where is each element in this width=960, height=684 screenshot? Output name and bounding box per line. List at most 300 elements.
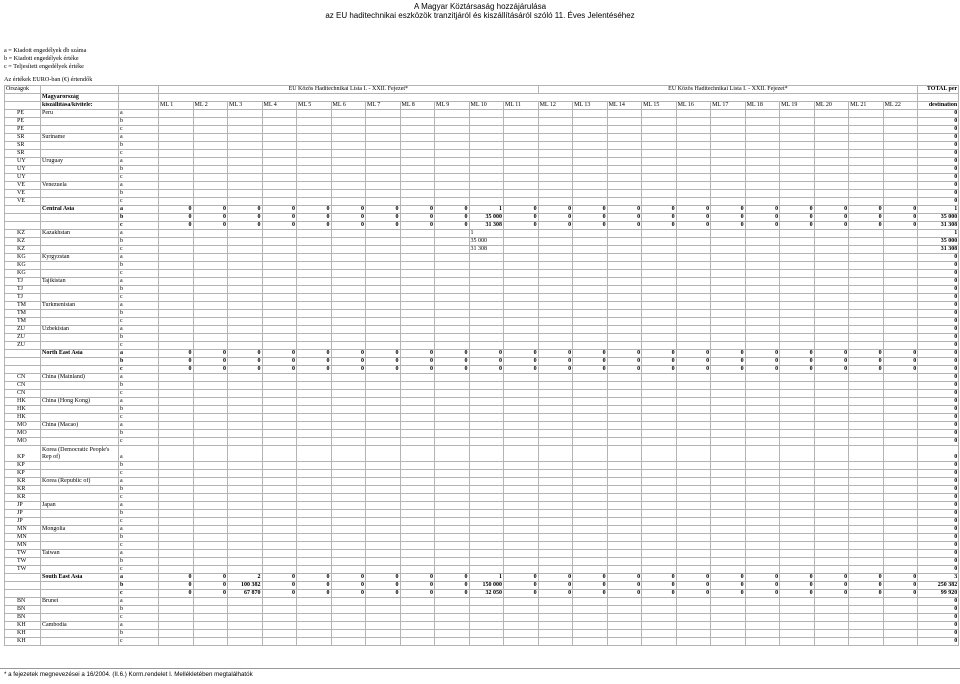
ml-value-cell — [814, 158, 849, 166]
ml-value-cell — [711, 270, 746, 278]
ml-value-cell — [780, 166, 815, 174]
ml-value-cell — [780, 254, 815, 262]
indicator-cell: b — [119, 630, 159, 638]
ml-value-cell — [228, 598, 263, 606]
ml-value-cell — [642, 254, 677, 262]
ml-value-cell — [538, 430, 573, 438]
country-header-2: kiszállítása/kivitele: — [41, 102, 119, 110]
ml-value-cell — [297, 558, 332, 566]
ml-value-cell — [504, 390, 539, 398]
ml-value-cell: 0 — [469, 366, 504, 374]
ml-value-cell — [607, 510, 642, 518]
table-row — [5, 470, 959, 478]
country-code-cell: JP — [5, 518, 41, 526]
ml-value-cell — [297, 198, 332, 206]
table-row — [5, 614, 959, 622]
ml-value-cell — [883, 438, 918, 446]
ml-value-cell — [745, 310, 780, 318]
ml-value-cell — [331, 406, 366, 414]
ml-value-cell — [745, 182, 780, 190]
ml-value-cell — [262, 254, 297, 262]
ml-value-cell — [504, 478, 539, 486]
ml-value-cell — [193, 390, 228, 398]
ml-value-cell — [262, 166, 297, 174]
ml-value-cell — [262, 486, 297, 494]
ml-value-cell — [262, 382, 297, 390]
ml-value-cell — [642, 374, 677, 382]
ml-value-cell — [642, 486, 677, 494]
ml-value-cell — [849, 478, 884, 486]
ml-value-cell — [159, 558, 194, 566]
ml-value-cell — [676, 190, 711, 198]
ml-value-cell — [331, 342, 366, 350]
ml-value-cell — [366, 302, 401, 310]
ml-value-cell — [366, 230, 401, 238]
ml-value-cell — [883, 294, 918, 302]
table-row — [5, 310, 959, 318]
ml-value-cell — [676, 422, 711, 430]
ml-value-cell — [435, 310, 470, 318]
ml-value-cell — [366, 150, 401, 158]
ml-value-cell — [642, 310, 677, 318]
ml-value-cell — [228, 278, 263, 286]
ml-value-cell — [504, 430, 539, 438]
indicator-cell: b — [119, 334, 159, 342]
ml-value-cell — [849, 158, 884, 166]
ml-value-cell — [400, 158, 435, 166]
total-cell: 0 — [918, 486, 959, 494]
ml-value-cell — [607, 174, 642, 182]
ml-value-cell — [469, 414, 504, 422]
ml-value-cell: 0 — [538, 590, 573, 598]
ml-value-cell — [849, 438, 884, 446]
ml-value-cell — [504, 518, 539, 526]
ml-value-cell — [642, 318, 677, 326]
ml-value-cell — [297, 406, 332, 414]
ml-value-cell — [159, 278, 194, 286]
ml-value-cell — [814, 502, 849, 510]
table-row — [5, 462, 959, 470]
ml-value-cell: 0 — [159, 582, 194, 590]
ml-value-cell — [711, 318, 746, 326]
ml-value-cell — [849, 414, 884, 422]
ml-value-cell — [504, 318, 539, 326]
total-cell: 0 — [918, 358, 959, 366]
table-row — [5, 230, 959, 238]
ml-value-cell — [780, 390, 815, 398]
ml-value-cell — [538, 198, 573, 206]
ml-value-cell — [814, 294, 849, 302]
table-row — [5, 302, 959, 310]
ml-value-cell — [228, 430, 263, 438]
ml-value-cell — [642, 334, 677, 342]
ml-value-cell — [228, 182, 263, 190]
ml-value-cell — [573, 134, 608, 142]
ml-value-cell: 0 — [331, 590, 366, 598]
indicator-cell: c — [119, 150, 159, 158]
total-cell: 99 920 — [918, 590, 959, 598]
country-code-cell: VE — [5, 182, 41, 190]
ml-header-5: ML 5 — [297, 102, 332, 110]
ml-value-cell — [366, 166, 401, 174]
ml-value-cell — [435, 558, 470, 566]
ml-value-cell: 0 — [849, 350, 884, 358]
ml-value-cell — [883, 302, 918, 310]
ml-value-cell — [228, 398, 263, 406]
ml-value-cell — [297, 510, 332, 518]
ml-value-cell — [711, 446, 746, 462]
ml-value-cell — [676, 134, 711, 142]
ml-value-cell — [400, 110, 435, 118]
ml-value-cell — [780, 126, 815, 134]
ml-value-cell — [814, 534, 849, 542]
indicator-cell: a — [119, 206, 159, 214]
ml-value-cell — [435, 614, 470, 622]
ml-value-cell — [262, 126, 297, 134]
ml-value-cell — [607, 470, 642, 478]
ml-value-cell — [711, 614, 746, 622]
ml-value-cell — [469, 174, 504, 182]
ml-value-cell — [711, 486, 746, 494]
country-name-cell — [41, 566, 119, 574]
ml-value-cell: 0 — [435, 590, 470, 598]
ml-value-cell — [573, 190, 608, 198]
total-header-1: TOTAL per — [918, 86, 959, 94]
ml-value-cell — [849, 334, 884, 342]
ml-value-cell — [883, 422, 918, 430]
ml-value-cell: 0 — [849, 206, 884, 214]
ml-value-cell — [228, 542, 263, 550]
ml-value-cell — [745, 398, 780, 406]
ml-header-22: ML 22 — [883, 102, 918, 110]
ml-value-cell: 0 — [607, 350, 642, 358]
ml-value-cell — [297, 414, 332, 422]
ml-value-cell — [400, 510, 435, 518]
ml-value-cell — [297, 310, 332, 318]
ml-value-cell: 0 — [883, 206, 918, 214]
ml-value-cell — [676, 550, 711, 558]
ml-value-cell — [366, 614, 401, 622]
ml-value-cell — [814, 518, 849, 526]
ml-value-cell — [159, 254, 194, 262]
ml-value-cell: 0 — [573, 222, 608, 230]
total-cell: 0 — [918, 286, 959, 294]
ml-value-cell — [331, 126, 366, 134]
country-code-cell: SR — [5, 134, 41, 142]
ml-value-cell — [366, 374, 401, 382]
ml-value-cell: 0 — [883, 350, 918, 358]
ml-value-cell — [814, 430, 849, 438]
ml-value-cell — [607, 286, 642, 294]
ml-value-cell — [573, 110, 608, 118]
ml-value-cell — [814, 462, 849, 470]
ml-value-cell — [676, 302, 711, 310]
ml-value-cell — [228, 318, 263, 326]
ml-value-cell — [538, 294, 573, 302]
region-total-row — [5, 366, 959, 374]
ml-value-cell — [642, 270, 677, 278]
ml-value-cell: 0 — [193, 222, 228, 230]
ml-value-cell — [642, 110, 677, 118]
ml-value-cell — [297, 286, 332, 294]
ml-value-cell — [435, 286, 470, 294]
ml-value-cell — [538, 422, 573, 430]
ml-value-cell — [814, 494, 849, 502]
ml-value-cell — [711, 134, 746, 142]
ml-value-cell: 0 — [745, 222, 780, 230]
ml-value-cell — [469, 558, 504, 566]
country-name-cell: South East Asia — [41, 574, 119, 582]
ml-value-cell: 0 — [435, 214, 470, 222]
ml-value-cell: 0 — [262, 222, 297, 230]
ml-value-cell — [228, 414, 263, 422]
ml-value-cell — [366, 318, 401, 326]
ml-value-cell — [504, 190, 539, 198]
ml-value-cell: 0 — [607, 590, 642, 598]
ml-value-cell — [814, 486, 849, 494]
ml-value-cell — [607, 494, 642, 502]
ml-value-cell — [883, 286, 918, 294]
ml-value-cell — [228, 286, 263, 294]
ml-value-cell: 0 — [504, 206, 539, 214]
total-cell: 35 000 — [918, 238, 959, 246]
country-name-cell — [41, 358, 119, 366]
ml-value-cell: 100 382 — [228, 582, 263, 590]
country-name-cell — [41, 142, 119, 150]
ml-value-cell — [331, 518, 366, 526]
ml-value-cell — [814, 230, 849, 238]
ml-value-cell — [400, 494, 435, 502]
ml-value-cell: 0 — [297, 214, 332, 222]
ml-value-cell — [849, 134, 884, 142]
ml-value-cell — [573, 334, 608, 342]
ml-value-cell — [297, 478, 332, 486]
ml-value-cell: 0 — [607, 358, 642, 366]
ml-value-cell — [331, 598, 366, 606]
ml-value-cell: 0 — [297, 366, 332, 374]
legend-b: b = Kiadott engedélyek értéke — [4, 55, 79, 62]
ml-value-cell — [159, 342, 194, 350]
ml-value-cell — [504, 158, 539, 166]
ml-value-cell — [504, 470, 539, 478]
ml-value-cell — [297, 446, 332, 462]
ml-value-cell — [193, 566, 228, 574]
ml-value-cell — [883, 606, 918, 614]
ml-value-cell — [400, 150, 435, 158]
ml-value-cell: 0 — [228, 358, 263, 366]
ml-value-cell — [607, 182, 642, 190]
ml-value-cell — [297, 486, 332, 494]
ml-value-cell — [711, 150, 746, 158]
ml-value-cell — [642, 302, 677, 310]
ml-value-cell: 0 — [193, 366, 228, 374]
total-cell: 0 — [918, 406, 959, 414]
ml-value-cell — [400, 486, 435, 494]
ml-value-cell — [849, 310, 884, 318]
country-name-cell: China (Hong Kong) — [41, 398, 119, 406]
ml-value-cell — [814, 558, 849, 566]
ml-value-cell — [607, 278, 642, 286]
ml-value-cell — [262, 558, 297, 566]
ml-value-cell — [745, 262, 780, 270]
total-cell: 0 — [918, 630, 959, 638]
ml-value-cell — [538, 254, 573, 262]
ml-value-cell — [159, 526, 194, 534]
ml-value-cell — [193, 558, 228, 566]
ml-value-cell — [262, 406, 297, 414]
ml-value-cell: 0 — [193, 590, 228, 598]
ml-value-cell — [331, 494, 366, 502]
ml-value-cell: 0 — [573, 574, 608, 582]
ml-value-cell: 0 — [262, 358, 297, 366]
ml-value-cell — [538, 638, 573, 646]
ml-value-cell — [297, 238, 332, 246]
ml-value-cell — [711, 430, 746, 438]
total-header-2: destination — [918, 102, 959, 110]
ml-value-cell — [228, 342, 263, 350]
ml-value-cell — [814, 406, 849, 414]
ml-value-cell — [469, 534, 504, 542]
ml-value-cell: 0 — [159, 350, 194, 358]
table-row — [5, 294, 959, 302]
ml-value-cell — [849, 198, 884, 206]
ml-value-cell: 0 — [435, 222, 470, 230]
ml-value-cell — [400, 382, 435, 390]
ml-value-cell — [711, 326, 746, 334]
ml-value-cell — [469, 294, 504, 302]
ml-value-cell — [331, 614, 366, 622]
ml-value-cell: 0 — [400, 358, 435, 366]
ml-value-cell — [642, 598, 677, 606]
country-code-cell: SR — [5, 142, 41, 150]
ml-value-cell — [607, 622, 642, 630]
ml-value-cell — [676, 326, 711, 334]
ml-value-cell — [814, 326, 849, 334]
ml-value-cell — [435, 502, 470, 510]
ml-value-cell — [366, 518, 401, 526]
table-row — [5, 382, 959, 390]
ml-value-cell — [573, 342, 608, 350]
ml-value-cell — [607, 502, 642, 510]
ml-value-cell — [573, 318, 608, 326]
ml-value-cell — [297, 302, 332, 310]
ml-value-cell: 0 — [711, 350, 746, 358]
ml-value-cell — [538, 622, 573, 630]
ml-value-cell — [573, 486, 608, 494]
ml-value-cell — [849, 614, 884, 622]
ml-value-cell — [331, 510, 366, 518]
ml-value-cell — [642, 158, 677, 166]
ml-value-cell — [228, 158, 263, 166]
ml-value-cell — [642, 606, 677, 614]
ml-value-cell — [883, 310, 918, 318]
ml-value-cell — [159, 182, 194, 190]
ml-value-cell: 0 — [331, 582, 366, 590]
total-cell: 0 — [918, 182, 959, 190]
ml-value-cell — [159, 630, 194, 638]
ml-value-cell — [573, 542, 608, 550]
ml-value-cell — [435, 398, 470, 406]
indicator-cell: b — [119, 190, 159, 198]
ml-value-cell — [262, 374, 297, 382]
ml-header-8: ML 8 — [400, 102, 435, 110]
ml-value-cell — [469, 318, 504, 326]
ml-value-cell — [780, 334, 815, 342]
ml-value-cell — [676, 334, 711, 342]
indicator-cell: b — [119, 430, 159, 438]
ml-value-cell: 0 — [262, 206, 297, 214]
ml-value-cell — [538, 470, 573, 478]
ml-value-cell — [193, 502, 228, 510]
ml-value-cell — [538, 566, 573, 574]
group-header-1: EU Közös Haditechnikai Lista I. - XXII. Fejezet* — [159, 86, 539, 94]
ml-value-cell — [642, 174, 677, 182]
ml-value-cell — [538, 502, 573, 510]
ml-value-cell — [331, 430, 366, 438]
ml-value-cell — [504, 294, 539, 302]
ml-value-cell — [262, 478, 297, 486]
ml-value-cell: 0 — [366, 214, 401, 222]
ml-value-cell — [607, 142, 642, 150]
ml-value-cell — [228, 462, 263, 470]
ml-value-cell — [642, 278, 677, 286]
ml-value-cell — [849, 502, 884, 510]
ml-value-cell — [676, 342, 711, 350]
ml-value-cell: 0 — [745, 358, 780, 366]
ml-value-cell: 0 — [331, 350, 366, 358]
ml-value-cell — [469, 526, 504, 534]
ml-value-cell — [435, 630, 470, 638]
country-code-cell: CN — [5, 390, 41, 398]
ml-value-cell — [780, 598, 815, 606]
ml-value-cell — [504, 558, 539, 566]
ml-value-cell — [711, 342, 746, 350]
ml-value-cell — [331, 478, 366, 486]
total-cell: 0 — [918, 350, 959, 358]
country-name-cell: Suriname — [41, 134, 119, 142]
ml-value-cell — [469, 118, 504, 126]
country-code-cell: KR — [5, 486, 41, 494]
country-code-cell: TW — [5, 558, 41, 566]
ml-value-cell — [745, 326, 780, 334]
table-row — [5, 414, 959, 422]
ml-value-cell: 0 — [849, 358, 884, 366]
ml-value-cell — [400, 414, 435, 422]
ml-value-cell — [607, 294, 642, 302]
ml-value-cell — [159, 638, 194, 646]
ml-value-cell — [331, 174, 366, 182]
ml-value-cell — [504, 526, 539, 534]
indicator-cell: a — [119, 350, 159, 358]
ml-value-cell — [642, 566, 677, 574]
ml-value-cell — [228, 198, 263, 206]
ml-value-cell — [849, 390, 884, 398]
ml-value-cell — [538, 246, 573, 254]
table-row — [5, 118, 959, 126]
ml-value-cell — [538, 334, 573, 342]
total-cell: 35 000 — [918, 214, 959, 222]
ml-value-cell — [262, 622, 297, 630]
ml-value-cell — [159, 414, 194, 422]
ml-value-cell — [780, 238, 815, 246]
ml-value-cell — [642, 542, 677, 550]
table-row — [5, 638, 959, 646]
ml-value-cell — [883, 182, 918, 190]
ml-value-cell — [193, 342, 228, 350]
ml-value-cell — [711, 174, 746, 182]
ml-value-cell — [883, 494, 918, 502]
ml-value-cell — [297, 598, 332, 606]
